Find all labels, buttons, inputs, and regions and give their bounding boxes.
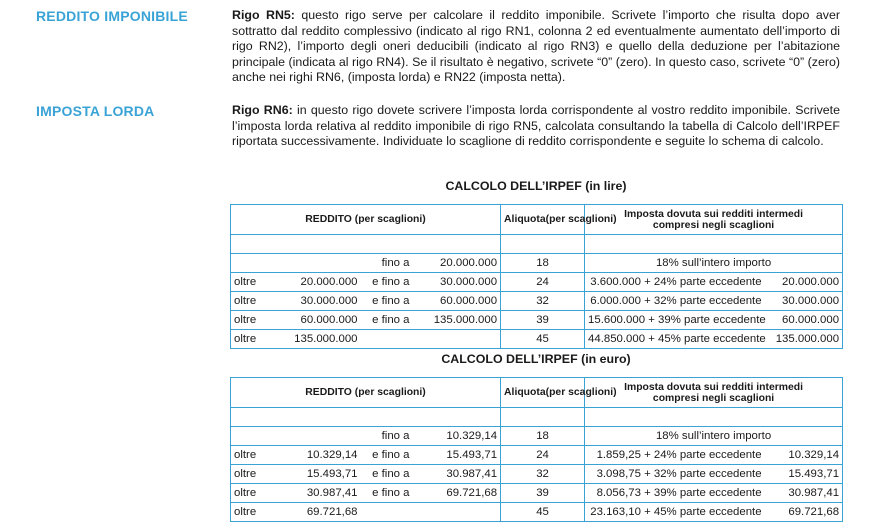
excess-cell: 10.329,14	[765, 446, 843, 465]
bracket-from: 15.493,71	[267, 465, 361, 484]
table-row	[231, 503, 843, 522]
bracket-to: 135.000.000	[413, 311, 501, 330]
bracket-from: 10.329,14	[267, 446, 361, 465]
oltre-label	[231, 254, 267, 273]
bracket-to	[413, 330, 501, 349]
oltre-label: oltre	[231, 503, 267, 522]
paragraph-text: questo rigo serve per calcolare il reddito imponibile. Scrivete l’importo che risulta dopo aver sottratto dal reddito complessivo (indicato al rigo RN1, colonna 2 ed eventualmente aumentato dell’importo di rigo RN2), l’importo degli oneri deducibili (indicato al rigo RN3) e quello della deduzione per l’abitazione principale (indicata al rigo RN4). Se il risultato è negativo, scrivete “0” (zero). In questo caso, scrivete “0” (zero) anche nei righi RN6, (imposta lorda) e RN22 (imposta netta).	[232, 8, 840, 85]
formula-cell: 6.000.000 + 32% parte eccedente	[585, 292, 765, 311]
table-title-lire: CALCOLO DELL’IRPEF (in lire)	[445, 179, 627, 193]
rate-cell: 32	[501, 292, 585, 311]
rigo-label: Rigo RN5:	[232, 8, 295, 22]
oltre-label: oltre	[231, 484, 267, 503]
table-row	[231, 484, 843, 503]
rate-cell: 45	[501, 503, 585, 522]
rigo-label: Rigo RN6:	[232, 103, 293, 117]
bracket-from: 135.000.000	[267, 330, 361, 349]
bracket-to: 20.000.000	[413, 254, 501, 273]
fino-label: e fino a	[361, 484, 413, 503]
fino-label	[361, 330, 413, 349]
paragraph-rigo-rn5	[232, 8, 840, 86]
formula-cell: 8.056,73 + 39% parte eccedente	[585, 484, 765, 503]
bracket-from: 30.987,41	[267, 484, 361, 503]
fino-label: e fino a	[361, 465, 413, 484]
formula-cell: 15.600.000 + 39% parte eccedente	[585, 311, 765, 330]
fino-label: e fino a	[361, 273, 413, 292]
table-title-euro: CALCOLO DELL’IRPEF (in euro)	[441, 352, 631, 366]
paragraph-rigo-rn6	[232, 103, 840, 150]
bracket-to: 69.721,68	[413, 484, 501, 503]
fino-label: e fino a	[361, 292, 413, 311]
formula-cell: 44.850.000 + 45% parte eccedente	[585, 330, 765, 349]
table-row	[231, 273, 843, 292]
oltre-label: oltre	[231, 330, 267, 349]
oltre-label: oltre	[231, 311, 267, 330]
oltre-label: oltre	[231, 465, 267, 484]
oltre-label	[231, 427, 267, 446]
fino-label: e fino a	[361, 311, 413, 330]
fino-label	[361, 503, 413, 522]
rate-cell: 39	[501, 311, 585, 330]
bracket-to: 60.000.000	[413, 292, 501, 311]
oltre-label: oltre	[231, 273, 267, 292]
excess-cell: 30.987,41	[765, 484, 843, 503]
table-row	[231, 254, 843, 273]
oltre-label: oltre	[231, 446, 267, 465]
rate-cell: 24	[501, 273, 585, 292]
header-imposta: Imposta dovuta sui redditi intermedi compresi negli scaglioni	[585, 205, 843, 235]
rate-cell: 24	[501, 446, 585, 465]
header-reddito: REDDITO (per scaglioni)	[231, 378, 501, 408]
bracket-from: 69.721,68	[267, 503, 361, 522]
heading-imposta-lorda: IMPOSTA LORDA	[36, 103, 155, 119]
excess-cell: 30.000.000	[765, 292, 843, 311]
bracket-to	[413, 503, 501, 522]
bracket-from	[267, 254, 361, 273]
excess-cell: 20.000.000	[765, 273, 843, 292]
header-spacer	[231, 235, 843, 254]
bracket-from: 60.000.000	[267, 311, 361, 330]
bracket-to: 10.329,14	[413, 427, 501, 446]
table-row	[231, 330, 843, 349]
rate-cell: 18	[501, 254, 585, 273]
table-row	[231, 311, 843, 330]
header-aliquota: Aliquota(per scaglioni)	[501, 205, 585, 235]
fino-label: fino a	[361, 254, 413, 273]
formula-cell: 18% sull’intero importo	[585, 427, 843, 446]
excess-cell: 60.000.000	[765, 311, 843, 330]
header-reddito: REDDITO (per scaglioni)	[231, 205, 501, 235]
irpef-table-euro	[230, 377, 843, 522]
table-row	[231, 446, 843, 465]
fino-label: fino a	[361, 427, 413, 446]
bracket-from: 20.000.000	[267, 273, 361, 292]
bracket-to: 30.000.000	[413, 273, 501, 292]
table-row	[231, 465, 843, 484]
header-imposta: Imposta dovuta sui redditi intermedi compresi negli scaglioni	[585, 378, 843, 408]
rate-cell: 18	[501, 427, 585, 446]
bracket-from	[267, 427, 361, 446]
rate-cell: 32	[501, 465, 585, 484]
paragraph-text: in questo rigo dovete scrivere l’imposta lorda corrispondente al vostro reddito imponibile. Scrivete l’imposta lorda relativa al reddito imponibile di rigo RN5, calcolata consultando la tabella di Calcolo dell’IRPEF riportata successivamente. Individuate lo scaglione di reddito corrispondente e seguite lo schema di calcolo.	[232, 103, 840, 149]
bracket-to: 15.493,71	[413, 446, 501, 465]
formula-cell: 23.163,10 + 45% parte eccedente	[585, 503, 765, 522]
table-row	[231, 427, 843, 446]
excess-cell: 69.721,68	[765, 503, 843, 522]
fino-label: e fino a	[361, 446, 413, 465]
oltre-label: oltre	[231, 292, 267, 311]
heading-reddito-imponibile: REDDITO IMPONIBILE	[36, 8, 188, 24]
rate-cell: 39	[501, 484, 585, 503]
irpef-table-lire	[230, 204, 843, 349]
rate-cell: 45	[501, 330, 585, 349]
header-aliquota: Aliquota(per scaglioni)	[501, 378, 585, 408]
formula-cell: 18% sull’intero importo	[585, 254, 843, 273]
bracket-from: 30.000.000	[267, 292, 361, 311]
formula-cell: 1.859,25 + 24% parte eccedente	[585, 446, 765, 465]
table-row	[231, 292, 843, 311]
excess-cell: 15.493,71	[765, 465, 843, 484]
formula-cell: 3.098,75 + 32% parte eccedente	[585, 465, 765, 484]
excess-cell: 135.000.000	[765, 330, 843, 349]
header-spacer	[231, 408, 843, 427]
formula-cell: 3.600.000 + 24% parte eccedente	[585, 273, 765, 292]
bracket-to: 30.987,41	[413, 465, 501, 484]
